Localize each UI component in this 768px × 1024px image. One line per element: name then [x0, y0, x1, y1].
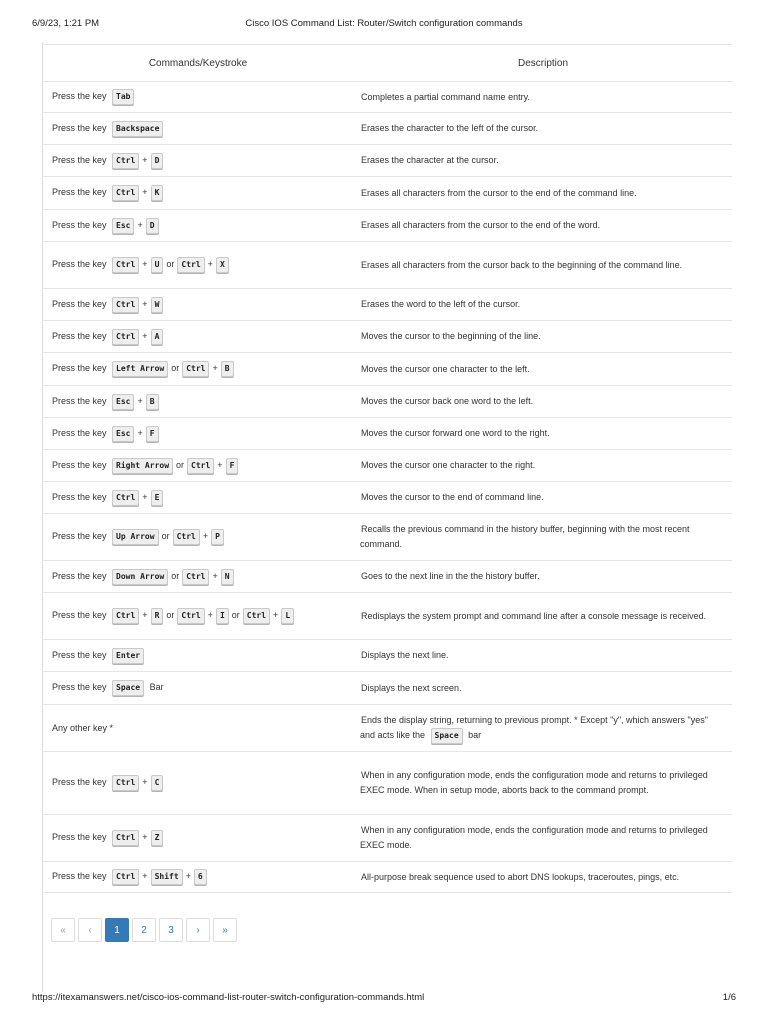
cell-text: Press the key — [52, 871, 110, 882]
table-row — [42, 177, 732, 210]
table-row — [42, 386, 732, 418]
cell-text: or — [171, 363, 180, 374]
description-cell — [354, 862, 732, 893]
pagination-item[interactable]: 1 — [105, 918, 129, 942]
command-cell — [42, 450, 354, 482]
table-row — [42, 561, 732, 593]
kbd-key: Ctrl — [112, 297, 139, 313]
cell-text: + — [185, 871, 191, 882]
cell-text: + — [142, 777, 148, 788]
description-cell — [354, 815, 732, 862]
cell-text: Press the key — [52, 91, 110, 102]
kbd-key: C — [151, 775, 164, 791]
table-row — [42, 145, 732, 177]
kbd-key: Ctrl — [112, 775, 139, 791]
kbd-key: Right Arrow — [112, 458, 173, 474]
command-cell — [42, 561, 354, 593]
description-cell — [354, 177, 732, 210]
table-row — [42, 82, 732, 113]
cell-text: Erases the character at the cursor. — [361, 155, 499, 165]
command-cell — [42, 113, 354, 145]
description-cell — [354, 705, 732, 752]
cell-text: or — [176, 459, 185, 470]
table-row — [42, 289, 732, 321]
kbd-key: Ctrl — [112, 329, 139, 345]
cell-text: Press the key — [52, 610, 110, 621]
description-cell — [354, 418, 732, 450]
table-row — [42, 752, 732, 815]
cell-text: + — [207, 610, 213, 621]
kbd-key: Ctrl — [173, 529, 200, 545]
cell-text: Displays the next line. — [361, 650, 449, 660]
cell-text: Any other key * — [52, 722, 114, 733]
pagination-item[interactable]: « — [51, 918, 75, 942]
kbd-key: R — [151, 608, 164, 624]
description-cell — [354, 353, 732, 386]
description-cell — [354, 482, 732, 514]
cell-text: + — [137, 427, 143, 438]
cell-text: Press the key — [52, 427, 110, 438]
description-cell — [354, 242, 732, 289]
kbd-key: Down Arrow — [112, 569, 168, 585]
cell-text: + — [142, 259, 148, 270]
kbd-key: D — [151, 153, 164, 169]
description-cell — [354, 386, 732, 418]
cell-text: + — [217, 459, 223, 470]
description-cell — [354, 514, 732, 561]
command-cell — [42, 210, 354, 242]
print-url: https://itexamanswers.net/cisco-ios-command-list-router-switch-configuration-commands.html — [32, 992, 425, 1003]
table-row — [42, 450, 732, 482]
description-cell — [354, 672, 732, 705]
pagination-item[interactable]: › — [186, 918, 210, 942]
cell-text: + — [142, 154, 148, 165]
table-row — [42, 705, 732, 752]
cell-text: Displays the next screen. — [361, 682, 462, 693]
cell-text: Erases the character to the left of the cursor. — [361, 123, 539, 133]
kbd-key: I — [216, 608, 229, 624]
table-row — [42, 862, 732, 893]
kbd-key: Enter — [112, 648, 144, 664]
cell-text: or — [166, 259, 175, 270]
cell-text: + — [142, 491, 148, 502]
kbd-key: Ctrl — [177, 608, 204, 624]
command-cell — [42, 418, 354, 450]
cell-text: or — [161, 531, 170, 542]
kbd-key: Ctrl — [112, 185, 139, 201]
header-description: Description — [354, 45, 732, 82]
cell-text: Goes to the next line in the the history buffer. — [361, 571, 540, 581]
cell-text: Press the key — [52, 395, 110, 406]
cell-text: Moves the cursor forward one word to the right. — [361, 428, 550, 438]
cell-text: Recalls the previous command in the history buffer, beginning with the most recent command. — [360, 524, 690, 549]
cell-text: Redisplays the system prompt and command line after a console message is received. — [361, 610, 707, 621]
table-row — [42, 593, 732, 640]
header-commands: Commands/Keystroke — [42, 45, 354, 82]
pagination-item[interactable]: ‹ — [78, 918, 102, 942]
cell-text: + — [202, 531, 209, 542]
kbd-key: Ctrl — [112, 257, 139, 273]
pagination — [51, 918, 240, 942]
cell-text: Completes a partial command name entry. — [361, 91, 530, 102]
description-cell — [354, 561, 732, 593]
cell-text: Press the key — [52, 187, 110, 198]
cell-text: When in any configuration mode, ends the configuration mode and returns to privileged EXEC mode. — [360, 825, 708, 850]
kbd-key: P — [211, 529, 224, 545]
cell-text: Moves the cursor one character to the left. — [361, 363, 530, 374]
cell-text: Press the key — [52, 298, 110, 309]
cell-text: Press the key — [52, 122, 110, 133]
cell-text: + — [212, 570, 218, 581]
table-row — [42, 353, 732, 386]
cell-text: + — [212, 363, 218, 374]
table-row — [42, 242, 732, 289]
description-cell — [354, 321, 732, 353]
cell-text: Moves the cursor one character to the right. — [361, 460, 536, 470]
cell-text: Press the key — [52, 259, 110, 270]
print-date: 6/9/23, 1:21 PM — [32, 18, 100, 29]
cell-text: Moves the cursor to the end of command line. — [361, 492, 544, 502]
command-cell — [42, 862, 354, 893]
kbd-key: Ctrl — [243, 608, 270, 624]
cell-text: When in any configuration mode, ends the configuration mode and returns to privileged EXEC mode. When in setup mode, aborts back to the command prompt. — [360, 770, 708, 795]
print-header — [32, 18, 736, 32]
command-cell — [42, 640, 354, 672]
cell-text: Press the key — [52, 570, 110, 581]
kbd-key: Ctrl — [112, 153, 139, 169]
command-cell — [42, 289, 354, 321]
cell-text: Moves the cursor back one word to the left. — [361, 396, 534, 406]
description-cell — [354, 82, 732, 113]
command-cell — [42, 353, 354, 386]
description-cell — [354, 289, 732, 321]
kbd-key: U — [151, 257, 164, 273]
cell-text: Press the key — [52, 363, 110, 374]
cell-text: + — [207, 259, 213, 270]
kbd-key: Tab — [112, 89, 134, 105]
cell-text: + — [142, 832, 148, 843]
cell-text: Moves the cursor to the beginning of the line. — [361, 331, 541, 341]
cell-text: Press the key — [52, 682, 110, 693]
command-table-container — [42, 44, 732, 893]
cell-text: + — [137, 219, 143, 230]
table-row — [42, 815, 732, 862]
table-row — [42, 482, 732, 514]
command-cell — [42, 386, 354, 418]
command-table — [42, 44, 732, 893]
pagination-item[interactable]: 3 — [159, 918, 183, 942]
description-cell — [354, 593, 732, 640]
description-cell — [354, 145, 732, 177]
kbd-key: X — [216, 257, 229, 273]
kbd-key: Ctrl — [112, 830, 139, 846]
description-cell — [354, 752, 732, 815]
table-row — [42, 514, 732, 561]
table-header-row — [42, 45, 732, 82]
print-footer — [32, 992, 736, 1006]
kbd-key: Esc — [112, 426, 134, 442]
cell-text: Press the key — [52, 832, 110, 843]
cell-text: Ends the display string, returning to previous prompt. * Except "y", which answers "yes" and acts like the — [360, 714, 708, 740]
cell-text: Press the key — [52, 154, 110, 165]
description-cell — [354, 640, 732, 672]
cell-text: Erases the word to the left of the cursor. — [361, 299, 521, 309]
cell-text: + — [142, 330, 148, 341]
kbd-key: Ctrl — [177, 257, 204, 273]
cell-text: Erases all characters from the cursor back to the beginning of the command line. — [361, 259, 683, 270]
cell-text: Erases all characters from the cursor to the end of the command line. — [361, 187, 637, 198]
cell-text: + — [142, 298, 148, 309]
kbd-key: Ctrl — [112, 490, 139, 506]
kbd-key: Left Arrow — [112, 361, 168, 377]
kbd-key: Backspace — [112, 121, 163, 137]
command-cell — [42, 514, 354, 561]
cell-text: + — [142, 610, 148, 621]
cell-text: + — [142, 187, 148, 198]
cell-text: Press the key — [52, 777, 110, 788]
cell-text: Press the key — [52, 459, 110, 470]
command-cell — [42, 672, 354, 705]
command-cell — [42, 82, 354, 113]
cell-text: bar — [465, 729, 482, 740]
cell-text: Press the key — [52, 219, 110, 230]
kbd-key: Esc — [112, 394, 134, 410]
command-cell — [42, 242, 354, 289]
command-cell — [42, 752, 354, 815]
kbd-key: Space — [431, 728, 463, 744]
command-cell — [42, 321, 354, 353]
print-page-number: 1/6 — [722, 992, 736, 1003]
cell-text: Erases all characters from the cursor to the end of the word. — [361, 220, 601, 230]
table-row — [42, 640, 732, 672]
kbd-key: F — [226, 458, 239, 474]
cell-text: Bar — [147, 682, 164, 693]
command-cell — [42, 177, 354, 210]
table-row — [42, 418, 732, 450]
kbd-key: Ctrl — [112, 869, 139, 885]
kbd-key: Space — [112, 680, 144, 696]
cell-text: Press the key — [52, 649, 110, 660]
kbd-key: L — [281, 608, 294, 624]
kbd-key: Ctrl — [182, 361, 209, 377]
cell-text: or — [171, 570, 180, 581]
table-row — [42, 210, 732, 242]
kbd-key: D — [146, 218, 159, 234]
cell-text: All-purpose break sequence used to abort DNS lookups, traceroutes, pings, etc. — [361, 871, 680, 882]
kbd-key: B — [146, 394, 159, 410]
pagination-item[interactable]: 2 — [132, 918, 156, 942]
cell-text: Press the key — [52, 330, 110, 341]
table-body — [42, 82, 732, 893]
kbd-key: N — [221, 569, 234, 585]
command-cell — [42, 705, 354, 752]
kbd-key: 6 — [194, 869, 207, 885]
kbd-key: K — [151, 185, 164, 201]
kbd-key: A — [151, 329, 164, 345]
cell-text: + — [137, 395, 143, 406]
table-row — [42, 672, 732, 705]
command-cell — [42, 482, 354, 514]
kbd-key: E — [151, 490, 164, 506]
command-cell — [42, 815, 354, 862]
kbd-key: Ctrl — [182, 569, 209, 585]
command-cell — [42, 145, 354, 177]
cell-text: Press the key — [52, 531, 110, 542]
kbd-key: W — [151, 297, 164, 313]
description-cell — [354, 450, 732, 482]
command-cell — [42, 593, 354, 640]
kbd-key: F — [146, 426, 159, 442]
kbd-key: Shift — [151, 869, 183, 885]
description-cell — [354, 210, 732, 242]
print-title: Cisco IOS Command List: Router/Switch configuration commands — [245, 18, 523, 29]
table-row — [42, 321, 732, 353]
cell-text: + — [142, 871, 148, 882]
kbd-key: Z — [151, 830, 164, 846]
cell-text: or — [166, 610, 175, 621]
cell-text: + — [273, 610, 279, 621]
description-cell — [354, 113, 732, 145]
kbd-key: B — [221, 361, 234, 377]
kbd-key: Up Arrow — [112, 529, 159, 545]
pagination-item[interactable]: » — [213, 918, 237, 942]
table-row — [42, 113, 732, 145]
cell-text: or — [231, 610, 240, 621]
kbd-key: Esc — [112, 218, 134, 234]
cell-text: Press the key — [52, 491, 110, 502]
kbd-key: Ctrl — [112, 608, 139, 624]
kbd-key: Ctrl — [187, 458, 214, 474]
